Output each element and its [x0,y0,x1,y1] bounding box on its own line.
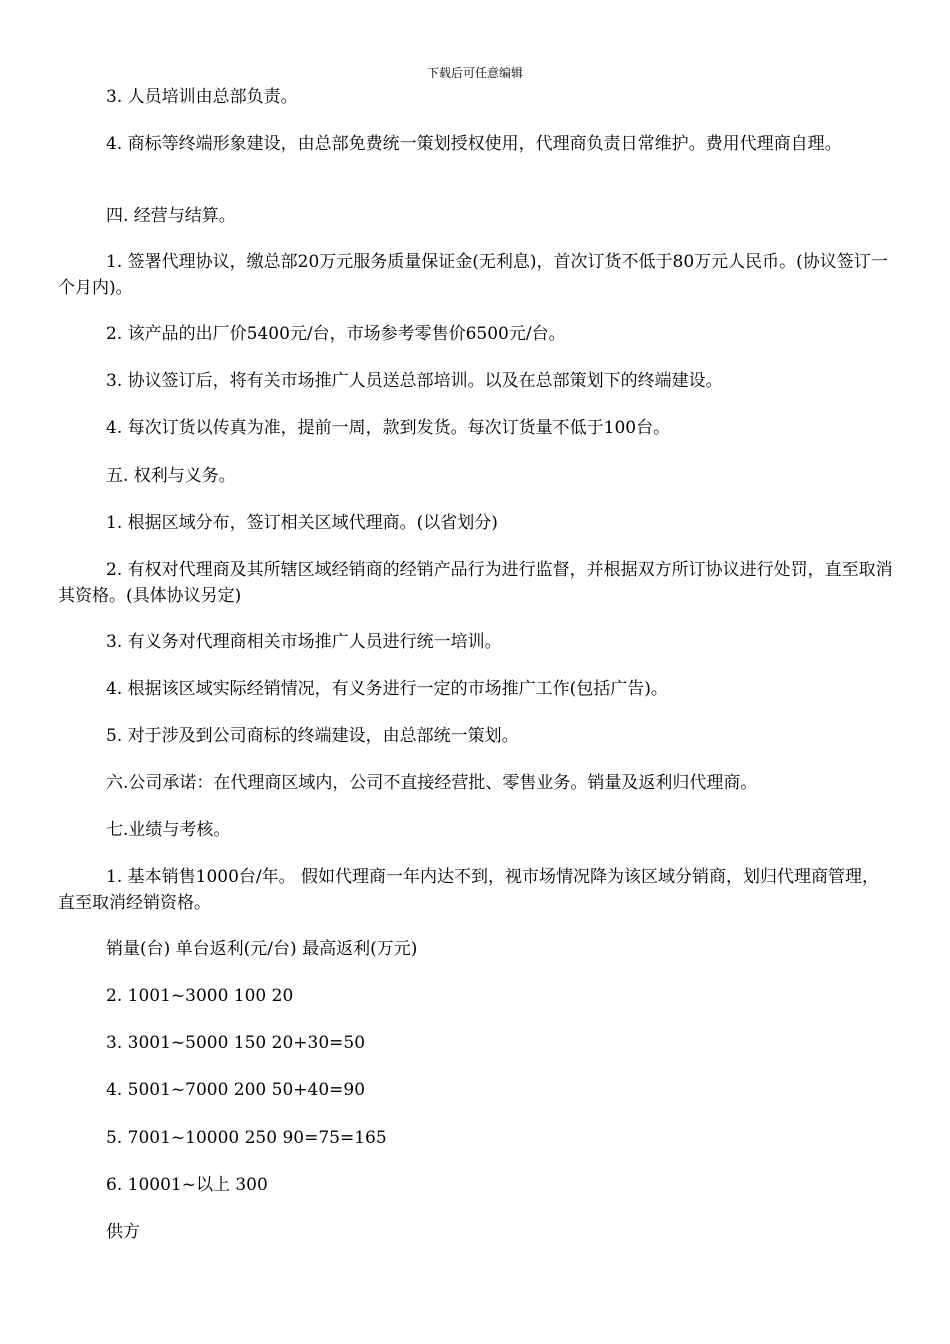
rebate-row: 2. 1001~3000 100 20 [106,986,294,1006]
item-train-duty: 3. 有义务对代理商相关市场推广人员进行统一培训。 [106,632,502,652]
item-training: 3. 人员培训由总部负责。 [106,87,298,107]
item-order: 4. 每次订货以传真为准，提前一周，款到发货。每次订货量不低于100台。 [106,418,671,438]
item-sign-agreement: 1. 签署代理协议，缴总部20万元服务质量保证金(无利息)，首次订货不低于80万元人民币。(协议签订一个月内)。 [58,252,888,298]
item-price: 2. 该产品的出厂价5400元/台，市场参考零售价6500元/台。 [106,324,566,344]
item-promotion: 4. 根据该区域实际经销情况，有义务进行一定的市场推广工作(包括广告)。 [106,679,668,699]
rebate-row: 3. 3001~5000 150 20+30=50 [106,1033,366,1053]
rebate-table-header: 销量(台) 单台返利(元/台) 最高返利(万元) [106,939,418,959]
section-heading-performance: 七.业绩与考核。 [106,820,231,840]
rebate-row: 4. 5001~7000 200 50+40=90 [106,1080,366,1100]
item-terminal: 5. 对于涉及到公司商标的终端建设，由总部统一策划。 [106,726,519,746]
item-trademark: 4. 商标等终端形象建设，由总部免费统一策划授权使用，代理商负责日常维护。费用代理商自理。 [106,134,842,154]
item-supervise: 2. 有权对代理商及其所辖区域经销商的经销产品行为进行监督，并根据双方所订协议进行处罚，直至取消其资格。(具体协议另定) [58,560,893,606]
download-note: 下载后可任意编辑 [426,66,523,80]
supplier-label: 供方 [106,1222,140,1242]
rebate-row: 5. 7001~10000 250 90=75=165 [106,1128,387,1148]
rebate-row: 6. 10001~以上 300 [106,1175,268,1195]
item-basic-sales: 1. 基本销售1000台/年。 假如代理商一年内达不到，视市场情况降为该区域分销商，划归代理商管理，直至取消经销资格。 [58,867,880,913]
item-after-sign: 3. 协议签订后，将有关市场推广人员送总部培训。以及在总部策划下的终端建设。 [106,371,723,391]
section-heading-commitment: 六.公司承诺：在代理商区域内，公司不直接经营批、零售业务。销量及返利归代理商。 [106,773,758,793]
section-heading-operation: 四. 经营与结算。 [106,206,236,226]
item-region: 1. 根据区域分布，签订相关区域代理商。(以省划分) [106,513,498,533]
section-heading-rights: 五. 权利与义务。 [106,466,236,486]
